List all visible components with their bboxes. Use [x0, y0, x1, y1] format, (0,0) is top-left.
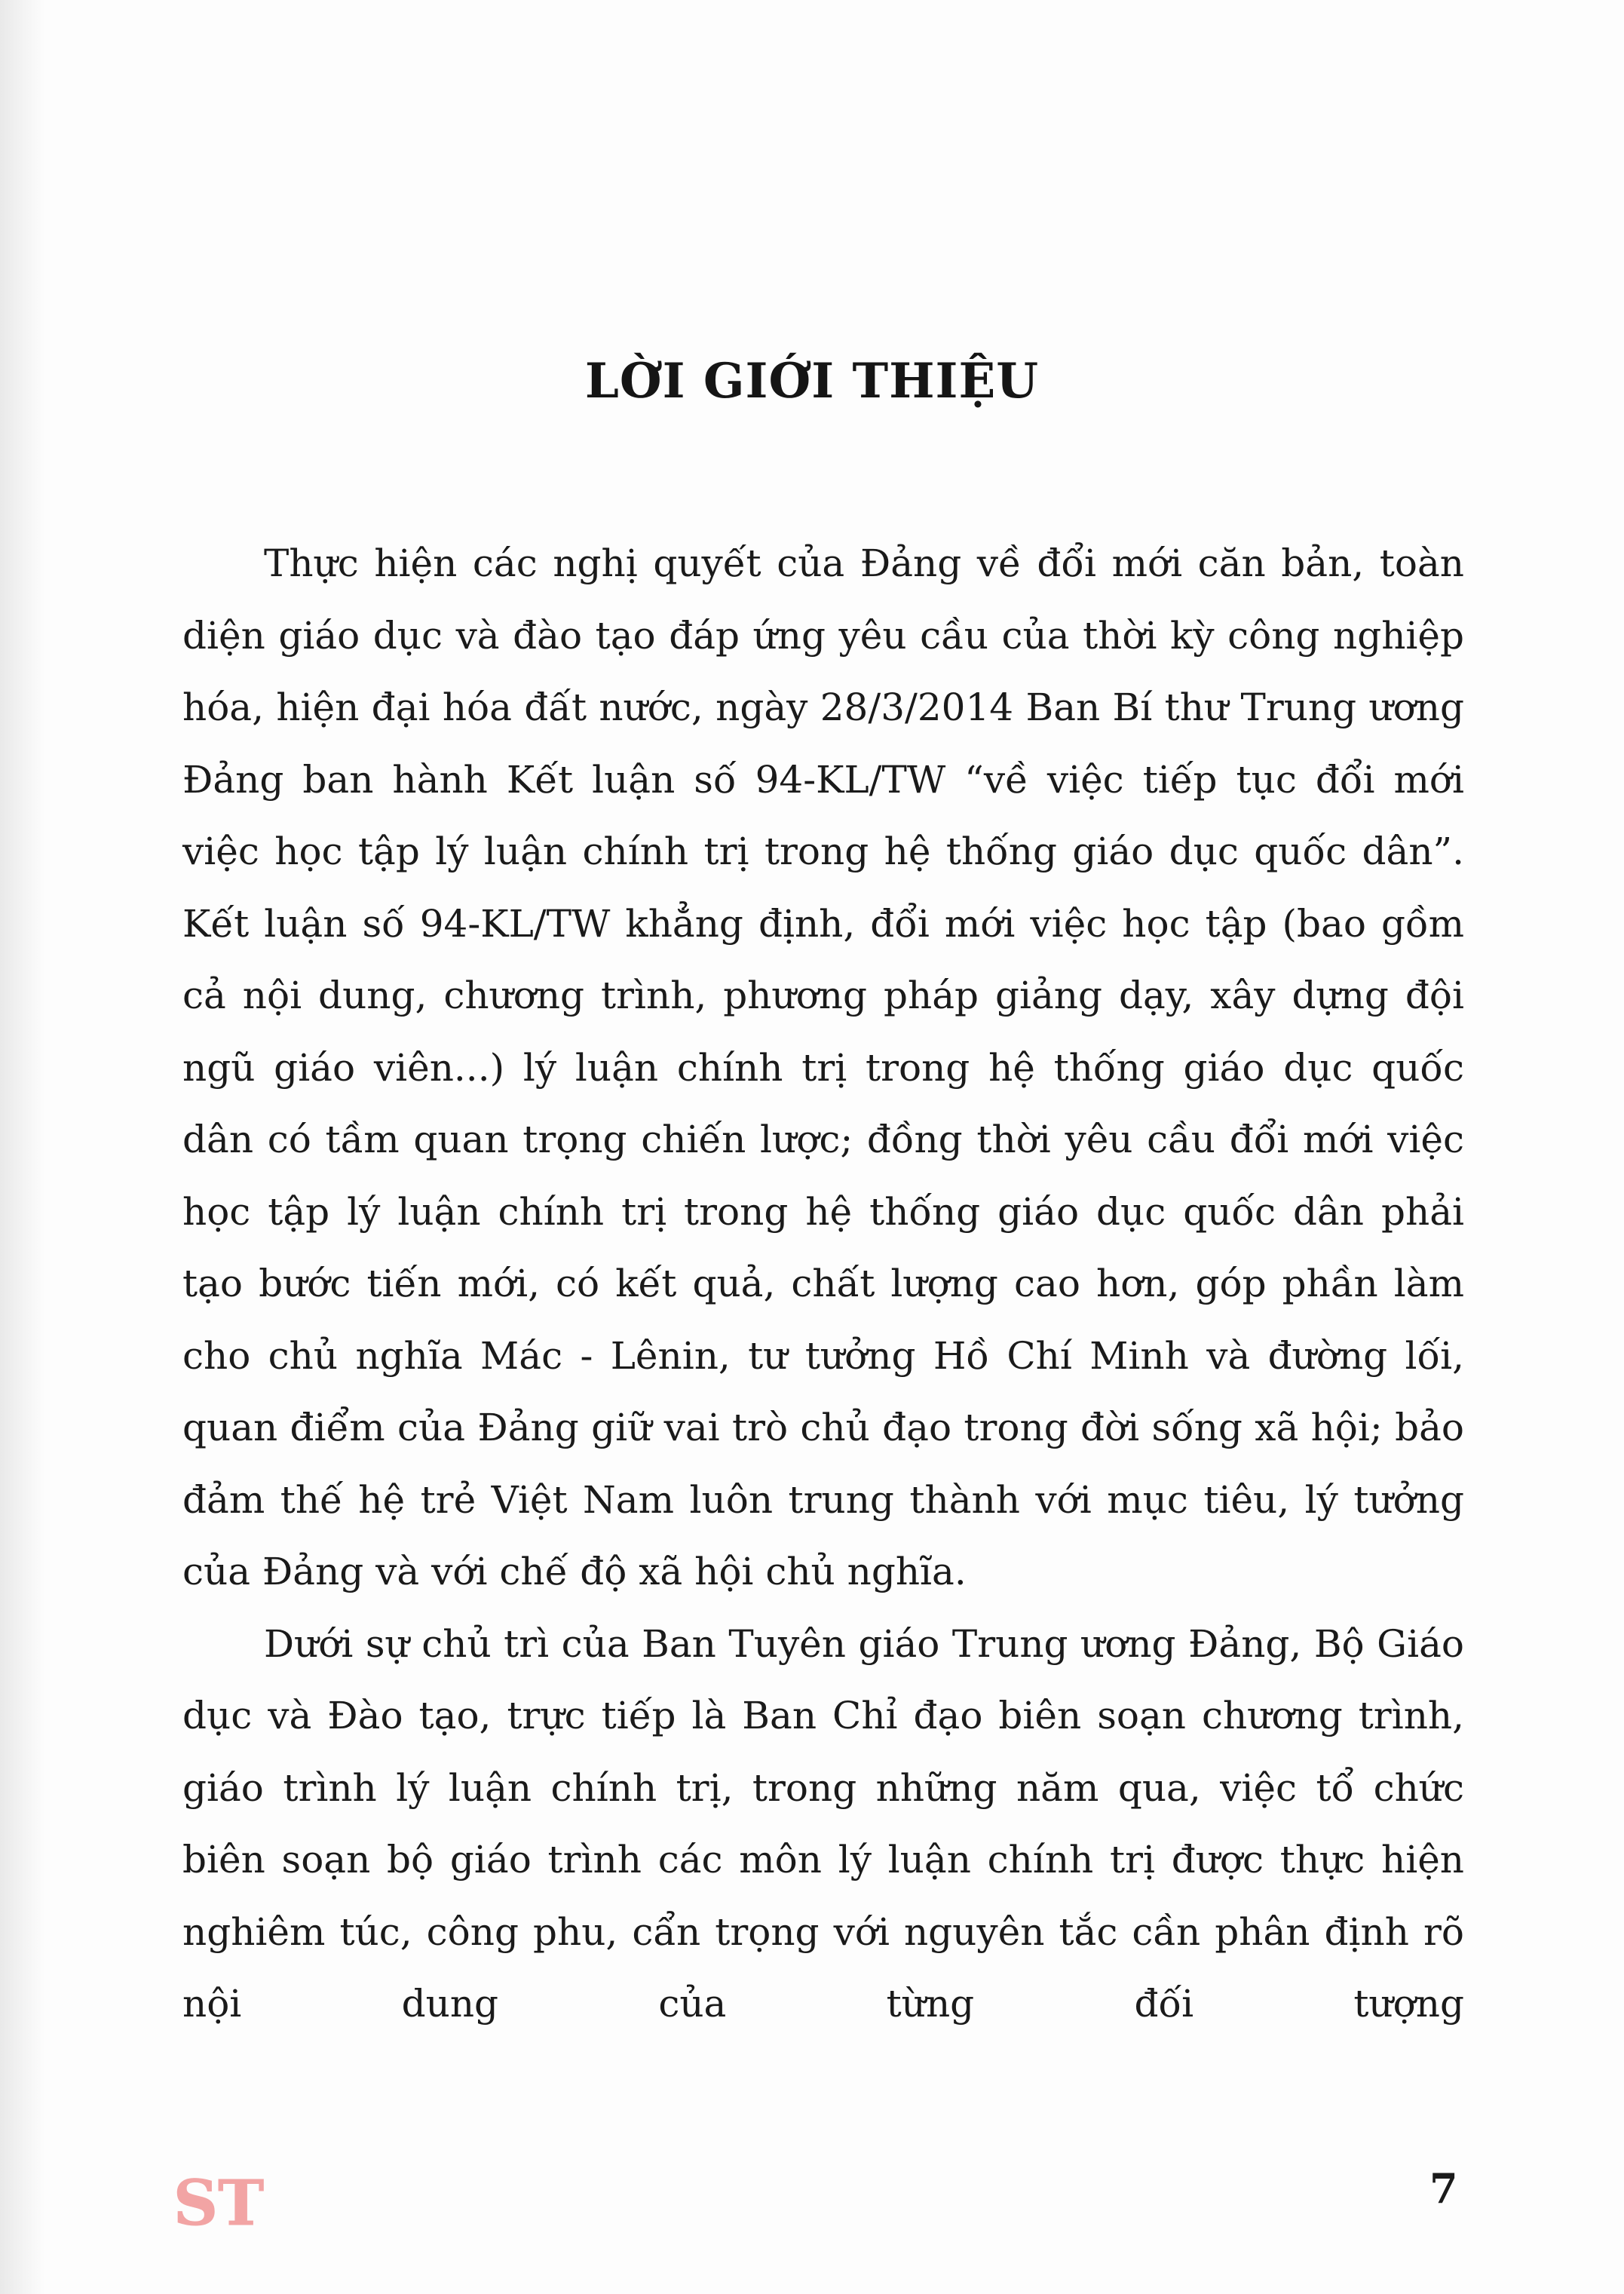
page-title: LỜI GIỚI THIỆU — [584, 353, 1040, 409]
paragraph-1: Thực hiện các nghị quyết của Đảng về đổi mới căn bản, toàn diện giáo dục và đào tạo đáp ứng yêu cầu của thời kỳ công nghiệp hóa, hiện đại hóa đất nước, ngày 28/3/2014 Ban Bí thư Trung ương Đảng ban hành Kết luận số 94-KL/TW “về việc tiếp tục đổi mới việc học tập lý luận chính trị trong hệ thống giáo dục quốc dân”. Kết luận số 94-KL/TW khẳng định, đổi mới việc học tập (bao gồm cả nội dung, chương trình, phương pháp giảng dạy, xây dựng đội ngũ giáo viên...) lý luận chính trị trong hệ thống giáo dục quốc dân có tầm quan trọng chiến lược; đồng thời yêu cầu đổi mới việc học tập lý luận chính trị trong hệ thống giáo dục quốc dân phải tạo bước tiến mới, có kết quả, chất lượng cao hơn, góp phần làm cho chủ nghĩa Mác - Lênin, tư tưởng Hồ Chí Minh và đường lối, quan điểm của Đảng giữ vai trò chủ đạo trong đời sống xã hội; bảo đảm thế hệ trẻ Việt Nam luôn trung thành với mục tiêu, lý tưởng của Đảng và với chế độ xã hội chủ nghĩa. — [182, 541, 1464, 1593]
publisher-logo-icon — [173, 2164, 265, 2240]
paragraph-2: Dưới sự chủ trì của Ban Tuyên giáo Trung ương Đảng, Bộ Giáo dục và Đào tạo, trực tiếp là Ban Chỉ đạo biên soạn chương trình, giáo trình lý luận chính trị, trong những năm qua, việc tổ chức biên soạn bộ giáo trình các môn lý luận chính trị được thực hiện nghiêm túc, công phu, cẩn trọng với nguyên tắc cần phân định rõ nội dung của từng đối tượng — [182, 1621, 1464, 2026]
page-number: 7 — [1429, 2164, 1458, 2213]
svg-text:ST: ST — [173, 2167, 265, 2240]
page-edge-shadow — [0, 0, 45, 2294]
body-text — [182, 528, 1464, 2041]
